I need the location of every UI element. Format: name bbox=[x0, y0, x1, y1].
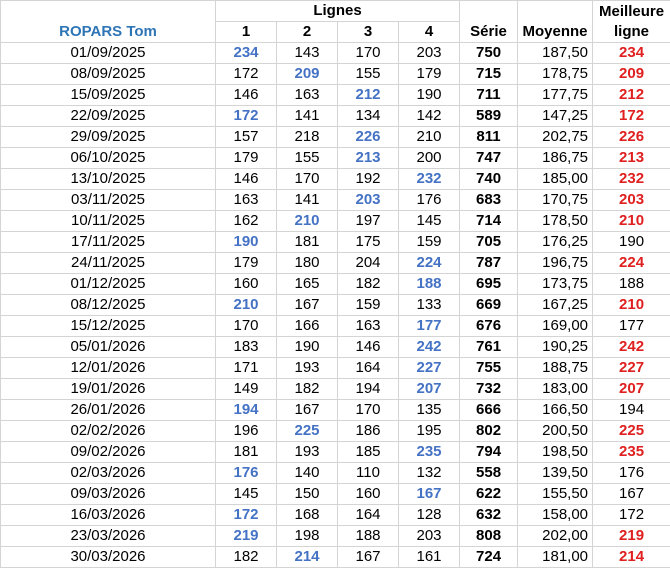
line-1-cell[interactable]: 163 bbox=[216, 190, 277, 211]
date-cell[interactable]: 12/01/2026 bbox=[1, 358, 216, 379]
date-cell[interactable]: 17/11/2025 bbox=[1, 232, 216, 253]
line-3-cell[interactable]: 226 bbox=[338, 127, 399, 148]
moyenne-cell[interactable]: 178,75 bbox=[518, 64, 593, 85]
best-line-cell[interactable]: 167 bbox=[593, 484, 670, 505]
best-line-cell[interactable]: 219 bbox=[593, 526, 670, 547]
serie-cell[interactable]: 695 bbox=[460, 274, 518, 295]
table-row bbox=[1, 505, 670, 526]
best-line-cell[interactable]: 194 bbox=[593, 400, 670, 421]
line-4-cell[interactable]: 207 bbox=[399, 379, 460, 400]
line-1-cell[interactable]: 170 bbox=[216, 316, 277, 337]
line-1-cell[interactable]: 171 bbox=[216, 358, 277, 379]
meilleure-ligne-header bbox=[593, 1, 670, 43]
line-2-cell[interactable]: 198 bbox=[277, 526, 338, 547]
moyenne-cell[interactable]: 169,00 bbox=[518, 316, 593, 337]
line-3-cell[interactable]: 185 bbox=[338, 442, 399, 463]
line-1-cell[interactable]: 183 bbox=[216, 337, 277, 358]
line-3-cell[interactable]: 164 bbox=[338, 505, 399, 526]
line-1-cell[interactable]: 219 bbox=[216, 526, 277, 547]
date-cell[interactable]: 09/03/2026 bbox=[1, 484, 216, 505]
serie-cell[interactable]: 669 bbox=[460, 295, 518, 316]
serie-cell[interactable]: 747 bbox=[460, 148, 518, 169]
line-4-cell[interactable]: 179 bbox=[399, 64, 460, 85]
line-1-cell[interactable]: 190 bbox=[216, 232, 277, 253]
best-line-cell[interactable]: 242 bbox=[593, 337, 670, 358]
table-row bbox=[1, 169, 670, 190]
line-1-cell[interactable]: 146 bbox=[216, 85, 277, 106]
meilleure-label: Meilleure bbox=[597, 2, 666, 22]
table-row bbox=[1, 400, 670, 421]
line-2-cell[interactable]: 225 bbox=[277, 421, 338, 442]
serie-cell[interactable]: 761 bbox=[460, 337, 518, 358]
line-2-cell[interactable]: 218 bbox=[277, 127, 338, 148]
line-number-4: 4 bbox=[399, 22, 460, 43]
line-2-cell[interactable]: 165 bbox=[277, 274, 338, 295]
date-cell[interactable]: 13/10/2025 bbox=[1, 169, 216, 190]
line-3-cell[interactable]: 160 bbox=[338, 484, 399, 505]
best-line-cell[interactable]: 209 bbox=[593, 64, 670, 85]
table-row bbox=[1, 316, 670, 337]
line-3-cell[interactable]: 146 bbox=[338, 337, 399, 358]
date-cell[interactable]: 29/09/2025 bbox=[1, 127, 216, 148]
line-3-cell[interactable]: 192 bbox=[338, 169, 399, 190]
serie-cell[interactable]: 676 bbox=[460, 316, 518, 337]
line-1-cell[interactable]: 196 bbox=[216, 421, 277, 442]
date-cell[interactable]: 05/01/2026 bbox=[1, 337, 216, 358]
best-line-cell[interactable]: 235 bbox=[593, 442, 670, 463]
serie-cell[interactable]: 724 bbox=[460, 547, 518, 568]
table-row bbox=[1, 274, 670, 295]
line-4-cell[interactable]: 235 bbox=[399, 442, 460, 463]
line-3-cell[interactable]: 213 bbox=[338, 148, 399, 169]
line-1-cell[interactable]: 172 bbox=[216, 505, 277, 526]
moyenne-cell[interactable]: 147,25 bbox=[518, 106, 593, 127]
line-4-cell[interactable]: 176 bbox=[399, 190, 460, 211]
best-line-cell[interactable]: 226 bbox=[593, 127, 670, 148]
moyenne-cell[interactable]: 202,00 bbox=[518, 526, 593, 547]
table-row bbox=[1, 127, 670, 148]
player-name: ROPARS Tom bbox=[1, 1, 216, 43]
line-3-cell[interactable]: 203 bbox=[338, 190, 399, 211]
line-1-cell[interactable]: 181 bbox=[216, 442, 277, 463]
line-2-cell[interactable]: 180 bbox=[277, 253, 338, 274]
date-cell[interactable]: 01/09/2025 bbox=[1, 43, 216, 64]
line-3-cell[interactable]: 188 bbox=[338, 526, 399, 547]
table-row bbox=[1, 85, 670, 106]
line-2-cell[interactable]: 155 bbox=[277, 148, 338, 169]
serie-cell[interactable]: 558 bbox=[460, 463, 518, 484]
table-row bbox=[1, 148, 670, 169]
date-cell[interactable]: 23/03/2026 bbox=[1, 526, 216, 547]
line-3-cell[interactable]: 163 bbox=[338, 316, 399, 337]
line-1-cell[interactable]: 194 bbox=[216, 400, 277, 421]
table-row bbox=[1, 43, 670, 64]
line-3-cell[interactable]: 194 bbox=[338, 379, 399, 400]
best-line-cell[interactable]: 227 bbox=[593, 358, 670, 379]
line-4-cell[interactable]: 133 bbox=[399, 295, 460, 316]
line-2-cell[interactable]: 182 bbox=[277, 379, 338, 400]
serie-cell[interactable]: 711 bbox=[460, 85, 518, 106]
serie-cell[interactable]: 705 bbox=[460, 232, 518, 253]
line-number-3: 3 bbox=[338, 22, 399, 43]
serie-cell[interactable]: 632 bbox=[460, 505, 518, 526]
line-2-cell[interactable]: 167 bbox=[277, 400, 338, 421]
line-3-cell[interactable]: 167 bbox=[338, 547, 399, 568]
serie-cell[interactable]: 802 bbox=[460, 421, 518, 442]
date-cell[interactable]: 15/09/2025 bbox=[1, 85, 216, 106]
line-3-cell[interactable]: 204 bbox=[338, 253, 399, 274]
line-1-cell[interactable]: 172 bbox=[216, 106, 277, 127]
moyenne-cell[interactable]: 167,25 bbox=[518, 295, 593, 316]
line-4-cell[interactable]: 227 bbox=[399, 358, 460, 379]
date-cell[interactable]: 02/03/2026 bbox=[1, 463, 216, 484]
best-line-cell[interactable]: 190 bbox=[593, 232, 670, 253]
line-2-cell[interactable]: 214 bbox=[277, 547, 338, 568]
line-2-cell[interactable]: 170 bbox=[277, 169, 338, 190]
line-4-cell[interactable]: 232 bbox=[399, 169, 460, 190]
line-2-cell[interactable]: 167 bbox=[277, 295, 338, 316]
serie-cell[interactable]: 750 bbox=[460, 43, 518, 64]
line-2-cell[interactable]: 181 bbox=[277, 232, 338, 253]
ligne-label: ligne bbox=[597, 22, 666, 42]
best-line-cell[interactable]: 207 bbox=[593, 379, 670, 400]
serie-cell[interactable]: 732 bbox=[460, 379, 518, 400]
moyenne-cell[interactable]: 181,00 bbox=[518, 547, 593, 568]
line-2-cell[interactable]: 143 bbox=[277, 43, 338, 64]
line-3-cell[interactable]: 159 bbox=[338, 295, 399, 316]
best-line-cell[interactable]: 214 bbox=[593, 547, 670, 568]
line-1-cell[interactable]: 179 bbox=[216, 148, 277, 169]
date-cell[interactable]: 06/10/2025 bbox=[1, 148, 216, 169]
best-line-cell[interactable]: 210 bbox=[593, 295, 670, 316]
date-cell[interactable]: 16/03/2026 bbox=[1, 505, 216, 526]
best-line-cell[interactable]: 225 bbox=[593, 421, 670, 442]
line-1-cell[interactable]: 182 bbox=[216, 547, 277, 568]
line-1-cell[interactable]: 210 bbox=[216, 295, 277, 316]
lignes-header: Lignes bbox=[216, 1, 460, 22]
best-line-cell[interactable]: 212 bbox=[593, 85, 670, 106]
moyenne-cell[interactable]: 139,50 bbox=[518, 463, 593, 484]
table-row bbox=[1, 379, 670, 400]
line-4-cell[interactable]: 200 bbox=[399, 148, 460, 169]
serie-cell[interactable]: 811 bbox=[460, 127, 518, 148]
date-cell[interactable]: 10/11/2025 bbox=[1, 211, 216, 232]
date-cell[interactable]: 30/03/2026 bbox=[1, 547, 216, 568]
serie-cell[interactable]: 683 bbox=[460, 190, 518, 211]
moyenne-cell[interactable]: 178,50 bbox=[518, 211, 593, 232]
line-number-2: 2 bbox=[277, 22, 338, 43]
line-4-cell[interactable]: 203 bbox=[399, 526, 460, 547]
table-row bbox=[1, 64, 670, 85]
date-cell[interactable]: 08/09/2025 bbox=[1, 64, 216, 85]
date-cell[interactable]: 08/12/2025 bbox=[1, 295, 216, 316]
line-4-cell[interactable]: 224 bbox=[399, 253, 460, 274]
moyenne-cell[interactable]: 177,75 bbox=[518, 85, 593, 106]
best-line-cell[interactable]: 172 bbox=[593, 505, 670, 526]
line-1-cell[interactable]: 176 bbox=[216, 463, 277, 484]
table-row bbox=[1, 232, 670, 253]
line-2-cell[interactable]: 141 bbox=[277, 190, 338, 211]
line-1-cell[interactable]: 234 bbox=[216, 43, 277, 64]
moyenne-cell[interactable]: 186,75 bbox=[518, 148, 593, 169]
line-1-cell[interactable]: 162 bbox=[216, 211, 277, 232]
moyenne-cell[interactable]: 188,75 bbox=[518, 358, 593, 379]
line-4-cell[interactable]: 145 bbox=[399, 211, 460, 232]
line-number-1: 1 bbox=[216, 22, 277, 43]
line-3-cell[interactable]: 182 bbox=[338, 274, 399, 295]
best-line-cell[interactable]: 188 bbox=[593, 274, 670, 295]
table-row bbox=[1, 526, 670, 547]
line-2-cell[interactable]: 141 bbox=[277, 106, 338, 127]
serie-cell[interactable]: 808 bbox=[460, 526, 518, 547]
table-row bbox=[1, 463, 670, 484]
moyenne-cell[interactable]: 190,25 bbox=[518, 337, 593, 358]
line-2-cell[interactable]: 166 bbox=[277, 316, 338, 337]
moyenne-cell[interactable]: 166,50 bbox=[518, 400, 593, 421]
line-2-cell[interactable]: 168 bbox=[277, 505, 338, 526]
line-1-cell[interactable]: 160 bbox=[216, 274, 277, 295]
moyenne-cell[interactable]: 158,00 bbox=[518, 505, 593, 526]
serie-cell[interactable]: 787 bbox=[460, 253, 518, 274]
line-4-cell[interactable]: 177 bbox=[399, 316, 460, 337]
table-row bbox=[1, 295, 670, 316]
line-2-cell[interactable]: 190 bbox=[277, 337, 338, 358]
moyenne-cell[interactable]: 202,75 bbox=[518, 127, 593, 148]
best-line-cell[interactable]: 177 bbox=[593, 316, 670, 337]
serie-cell[interactable]: 714 bbox=[460, 211, 518, 232]
line-1-cell[interactable]: 179 bbox=[216, 253, 277, 274]
line-2-cell[interactable]: 193 bbox=[277, 442, 338, 463]
line-4-cell[interactable]: 128 bbox=[399, 505, 460, 526]
line-1-cell[interactable]: 146 bbox=[216, 169, 277, 190]
line-3-cell[interactable]: 170 bbox=[338, 400, 399, 421]
line-3-cell[interactable]: 155 bbox=[338, 64, 399, 85]
serie-cell[interactable]: 622 bbox=[460, 484, 518, 505]
table-row bbox=[1, 442, 670, 463]
table-row bbox=[1, 547, 670, 568]
moyenne-cell[interactable]: 187,50 bbox=[518, 43, 593, 64]
line-3-cell[interactable]: 212 bbox=[338, 85, 399, 106]
line-2-cell[interactable]: 163 bbox=[277, 85, 338, 106]
table-row bbox=[1, 253, 670, 274]
line-4-cell[interactable]: 242 bbox=[399, 337, 460, 358]
line-2-cell[interactable]: 193 bbox=[277, 358, 338, 379]
table-row bbox=[1, 190, 670, 211]
line-3-cell[interactable]: 110 bbox=[338, 463, 399, 484]
date-cell[interactable]: 03/11/2025 bbox=[1, 190, 216, 211]
date-cell[interactable]: 02/02/2026 bbox=[1, 421, 216, 442]
table-row bbox=[1, 337, 670, 358]
best-line-cell[interactable]: 210 bbox=[593, 211, 670, 232]
line-4-cell[interactable]: 203 bbox=[399, 43, 460, 64]
moyenne-cell[interactable]: 183,00 bbox=[518, 379, 593, 400]
line-2-cell[interactable]: 150 bbox=[277, 484, 338, 505]
serie-cell[interactable]: 666 bbox=[460, 400, 518, 421]
best-line-cell[interactable]: 234 bbox=[593, 43, 670, 64]
line-3-cell[interactable]: 170 bbox=[338, 43, 399, 64]
serie-cell[interactable]: 715 bbox=[460, 64, 518, 85]
serie-cell[interactable]: 794 bbox=[460, 442, 518, 463]
best-line-cell[interactable]: 213 bbox=[593, 148, 670, 169]
line-4-cell[interactable]: 161 bbox=[399, 547, 460, 568]
best-line-cell[interactable]: 224 bbox=[593, 253, 670, 274]
moyenne-cell[interactable]: 176,25 bbox=[518, 232, 593, 253]
best-line-cell[interactable]: 176 bbox=[593, 463, 670, 484]
line-3-cell[interactable]: 134 bbox=[338, 106, 399, 127]
table-row bbox=[1, 421, 670, 442]
rows-body bbox=[1, 43, 670, 568]
serie-cell[interactable]: 755 bbox=[460, 358, 518, 379]
serie-cell[interactable]: 589 bbox=[460, 106, 518, 127]
line-1-cell[interactable]: 172 bbox=[216, 64, 277, 85]
serie-header: Série bbox=[460, 1, 518, 43]
date-cell[interactable]: 24/11/2025 bbox=[1, 253, 216, 274]
moyenne-cell[interactable]: 173,75 bbox=[518, 274, 593, 295]
line-3-cell[interactable]: 175 bbox=[338, 232, 399, 253]
moyenne-cell[interactable]: 200,50 bbox=[518, 421, 593, 442]
table-row bbox=[1, 211, 670, 232]
line-2-cell[interactable]: 140 bbox=[277, 463, 338, 484]
best-line-cell[interactable]: 232 bbox=[593, 169, 670, 190]
line-4-cell[interactable]: 132 bbox=[399, 463, 460, 484]
line-3-cell[interactable]: 197 bbox=[338, 211, 399, 232]
best-line-cell[interactable]: 203 bbox=[593, 190, 670, 211]
best-line-cell[interactable]: 172 bbox=[593, 106, 670, 127]
line-4-cell[interactable]: 159 bbox=[399, 232, 460, 253]
moyenne-cell[interactable]: 196,75 bbox=[518, 253, 593, 274]
line-1-cell[interactable]: 145 bbox=[216, 484, 277, 505]
line-4-cell[interactable]: 195 bbox=[399, 421, 460, 442]
line-4-cell[interactable]: 188 bbox=[399, 274, 460, 295]
moyenne-cell[interactable]: 170,75 bbox=[518, 190, 593, 211]
moyenne-cell[interactable]: 198,50 bbox=[518, 442, 593, 463]
line-4-cell[interactable]: 142 bbox=[399, 106, 460, 127]
serie-cell[interactable]: 740 bbox=[460, 169, 518, 190]
line-4-cell[interactable]: 135 bbox=[399, 400, 460, 421]
header-row-1 bbox=[1, 1, 670, 22]
line-1-cell[interactable]: 157 bbox=[216, 127, 277, 148]
moyenne-cell[interactable]: 185,00 bbox=[518, 169, 593, 190]
line-4-cell[interactable]: 190 bbox=[399, 85, 460, 106]
date-cell[interactable]: 22/09/2025 bbox=[1, 106, 216, 127]
date-cell[interactable]: 09/02/2026 bbox=[1, 442, 216, 463]
line-4-cell[interactable]: 167 bbox=[399, 484, 460, 505]
line-1-cell[interactable]: 149 bbox=[216, 379, 277, 400]
line-4-cell[interactable]: 210 bbox=[399, 127, 460, 148]
date-cell[interactable]: 19/01/2026 bbox=[1, 379, 216, 400]
date-cell[interactable]: 26/01/2026 bbox=[1, 400, 216, 421]
table-row bbox=[1, 484, 670, 505]
table-row bbox=[1, 358, 670, 379]
moyenne-header: Moyenne bbox=[518, 1, 593, 43]
line-3-cell[interactable]: 164 bbox=[338, 358, 399, 379]
table-row bbox=[1, 106, 670, 127]
moyenne-cell[interactable]: 155,50 bbox=[518, 484, 593, 505]
date-cell[interactable]: 01/12/2025 bbox=[1, 274, 216, 295]
date-cell[interactable]: 15/12/2025 bbox=[1, 316, 216, 337]
line-3-cell[interactable]: 186 bbox=[338, 421, 399, 442]
line-2-cell[interactable]: 210 bbox=[277, 211, 338, 232]
line-2-cell[interactable]: 209 bbox=[277, 64, 338, 85]
